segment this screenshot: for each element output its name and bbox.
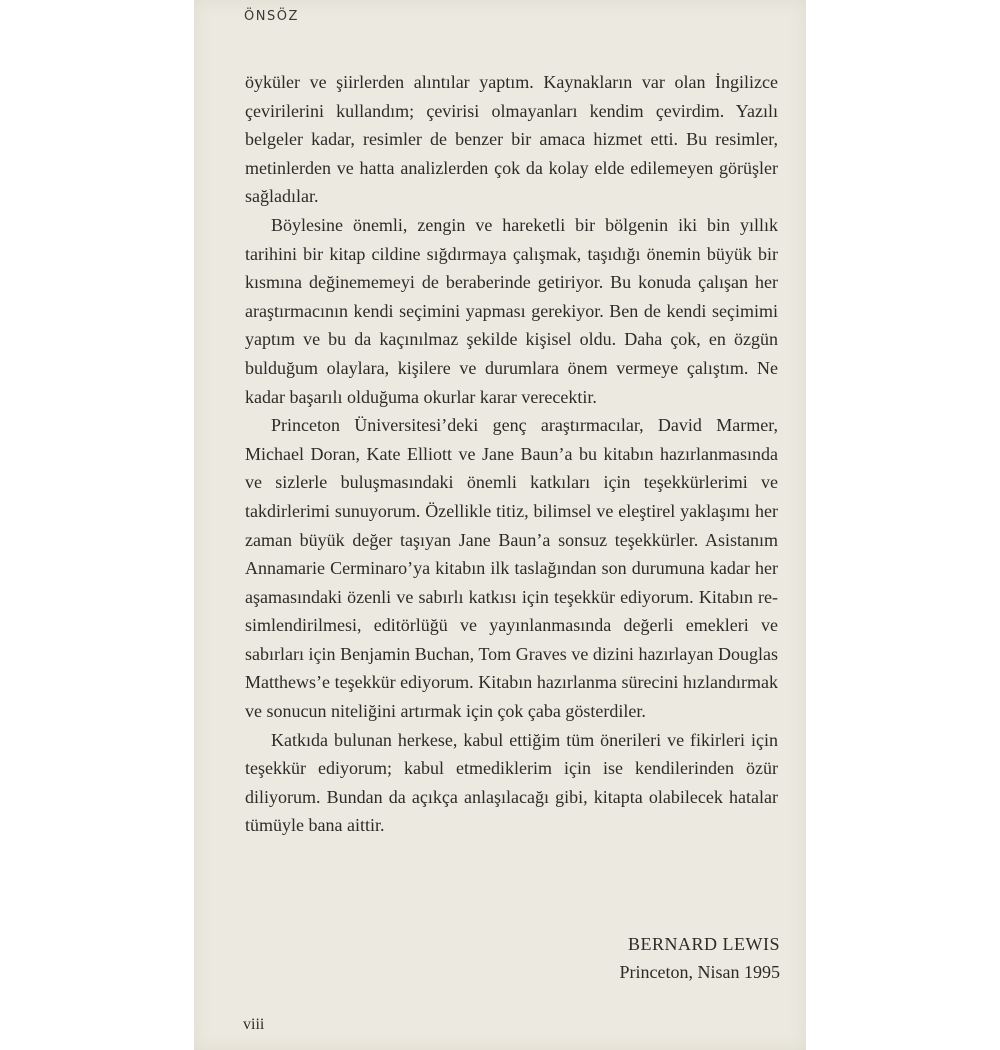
signature-block [620, 930, 780, 986]
paragraph-1: öyküler ve şiirlerden alıntılar yaptım. Kaynakların var olan İngilizce çevirilerini kullandım; çevirisi olmayanları kendim çevirdim. Yazılı belgeler kadar, resimler de benzer bir amaca hizmet etti. Bu resimler, metinlerden ve hatta analizlerden çok da kolay elde edilemeyen görüşler sağladılar. [245, 72, 778, 207]
running-head-title: ÖNSÖZ [244, 9, 299, 24]
page-number: viii [243, 1016, 265, 1033]
paragraph-3: Princeton Üniversitesi’deki genç araştırmacılar, David Marmer, Michael Doran, Kate Elliott ve Jane Baun’a bu kitabın hazırlanmasında ve sizlerle buluşmasındaki önemli katkıları için teşekkürlerimi ve takdirlerimi sunuyorum. Özellikle titiz, bilimsel ve eleştirel yaklaşımı her zaman büyük değer taşıyan Jane Baun’a sonsuz teşekkürler. Asistanım Annamarie Cerminaro’ya kitabın ilk taslağından son durumuna kadar her aşamasındaki özenli ve sabırlı katkısı için teşekkür ediyorum. Kitabın resimlendirilmesi, editörlüğü ve yayınlanmasında değerli emekleri ve sabırları için Benjamin Buchan, Tom Graves ve dizini hazırlayan Douglas Matthews’e teşekkür ediyorum. Kitabın hazırlanma sürecini hızlandırmak ve sonucun niteliğini artırmak için çok çaba gösterdiler. [245, 415, 778, 722]
book-page [194, 0, 806, 1050]
paragraph-4: Katkıda bulunan herkese, kabul ettiğim tüm önerileri ve fikirleri için teşekkür ediyorum; kabul etmediklerim için ise kendilerinden özür diliyorum. Bundan da açıkça anlaşılacağı gibi, kitapta olabilecek hatalar tümüyle bana aittir. [245, 729, 778, 836]
author-name: BERNARD LEWIS [628, 934, 780, 954]
place-date: Princeton, Nisan 1995 [619, 962, 780, 982]
body-text [245, 68, 778, 840]
paragraph-2: Böylesine önemli, zengin ve hareketli bir bölgenin iki bin yıllık tarihini bir kitap cildine sığdırmaya çalışmak, taşıdığı önemin büyük bir kısmına değinememeyi de beraberinde getiriyor. Bu konuda çalışan her araştırmacının kendi seçimini yapması gerekiyor. Ben de kendi seçimimi yaptım ve bu da kaçınılmaz şekilde kişisel oldu. Daha çok, en özgün bulduğum olaylara, kişilere ve durumlara önem vermeye çalıştım. Ne kadar başarılı olduğuma okurlar karar verecektir. [245, 214, 778, 407]
